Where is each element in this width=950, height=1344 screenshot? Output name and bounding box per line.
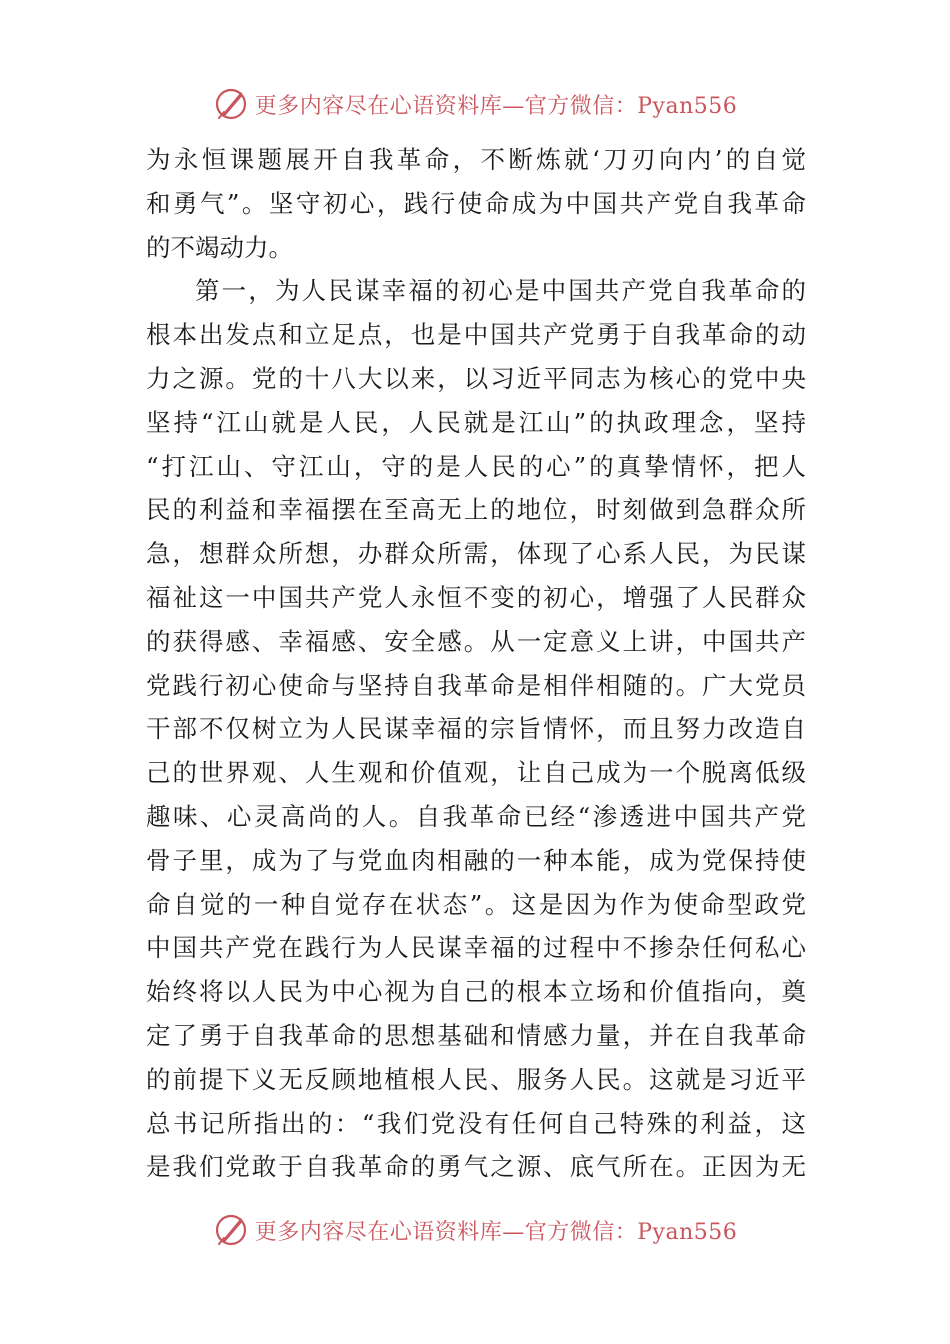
text-line: 的前提下义无反顾地植根人民、服务人民。这就是习近平 bbox=[146, 1064, 806, 1094]
text-line: 民的利益和幸福摆在至高无上的地位，时刻做到急群众所 bbox=[146, 495, 806, 525]
text-line: 趣味、心灵高尚的人。自我革命已经“渗透进中国共产党 bbox=[146, 801, 806, 831]
header-banner bbox=[0, 82, 950, 126]
text-line: 中国共产党在践行为人民谋幸福的过程中不掺杂任何私心 bbox=[146, 933, 806, 963]
text-line: 骨子里，成为了与党血肉相融的一种本能，成为党保持使 bbox=[146, 845, 806, 875]
text-line: 急，想群众所想，办群众所需，体现了心系人民，为民谋 bbox=[146, 539, 806, 569]
text-line: 福祉这一中国共产党人永恒不变的初心，增强了人民群众 bbox=[146, 582, 806, 612]
text-line: 的不竭动力。 bbox=[146, 232, 293, 262]
text-line: 定了勇于自我革命的思想基础和情感力量，并在自我革命 bbox=[146, 1020, 806, 1050]
text-line: 始终将以人民为中心视为自己的根本立场和价值指向，奠 bbox=[146, 977, 806, 1007]
text-line: 力之源。党的十八大以来，以习近平同志为核心的党中央 bbox=[146, 363, 806, 393]
text-line: 第一，为人民谋幸福的初心是中国共产党自我革命的 bbox=[195, 276, 806, 306]
document-body bbox=[146, 138, 806, 1189]
text-line: 干部不仅树立为人民谋幸福的宗旨情怀，而且努力改造自 bbox=[146, 714, 806, 744]
text-line: 的获得感、幸福感、安全感。从一定意义上讲，中国共产 bbox=[146, 626, 806, 656]
text-line: 党践行初心使命与坚持自我革命是相伴相随的。广大党员 bbox=[146, 670, 806, 700]
text-line: 命自觉的一种自觉存在状态”。这是因为作为使命型政党 bbox=[146, 889, 806, 919]
text-line: 为永恒课题展开自我革命，不断炼就‘刀刃向内’的自觉 bbox=[146, 145, 806, 174]
footer-banner-text: 更多内容尽在心语资料库—官方微信：Pyan556 bbox=[254, 1219, 738, 1245]
quill-logo-icon bbox=[213, 86, 249, 122]
paragraph-2 bbox=[146, 269, 806, 1189]
text-line: 坚持“江山就是人民，人民就是江山”的执政理念，坚持 bbox=[146, 407, 806, 437]
quill-logo-icon bbox=[213, 1212, 249, 1248]
header-banner-text: 更多内容尽在心语资料库—官方微信：Pyan556 bbox=[254, 93, 738, 119]
text-line: “打江山、守江山，守的是人民的心”的真挚情怀，把人 bbox=[146, 451, 806, 481]
text-line: 己的世界观、人生观和价值观，让自己成为一个脱离低级 bbox=[146, 758, 806, 788]
text-line: 根本出发点和立足点，也是中国共产党勇于自我革命的动 bbox=[146, 320, 806, 350]
paragraph-1 bbox=[146, 138, 806, 269]
text-line: 是我们党敢于自我革命的勇气之源、底气所在。正因为无 bbox=[146, 1152, 806, 1182]
text-line: 和勇气”。坚守初心，践行使命成为中国共产党自我革命 bbox=[146, 188, 806, 218]
footer-banner bbox=[0, 1208, 950, 1252]
text-line: 总书记所指出的：“我们党没有任何自己特殊的利益，这 bbox=[146, 1108, 806, 1138]
